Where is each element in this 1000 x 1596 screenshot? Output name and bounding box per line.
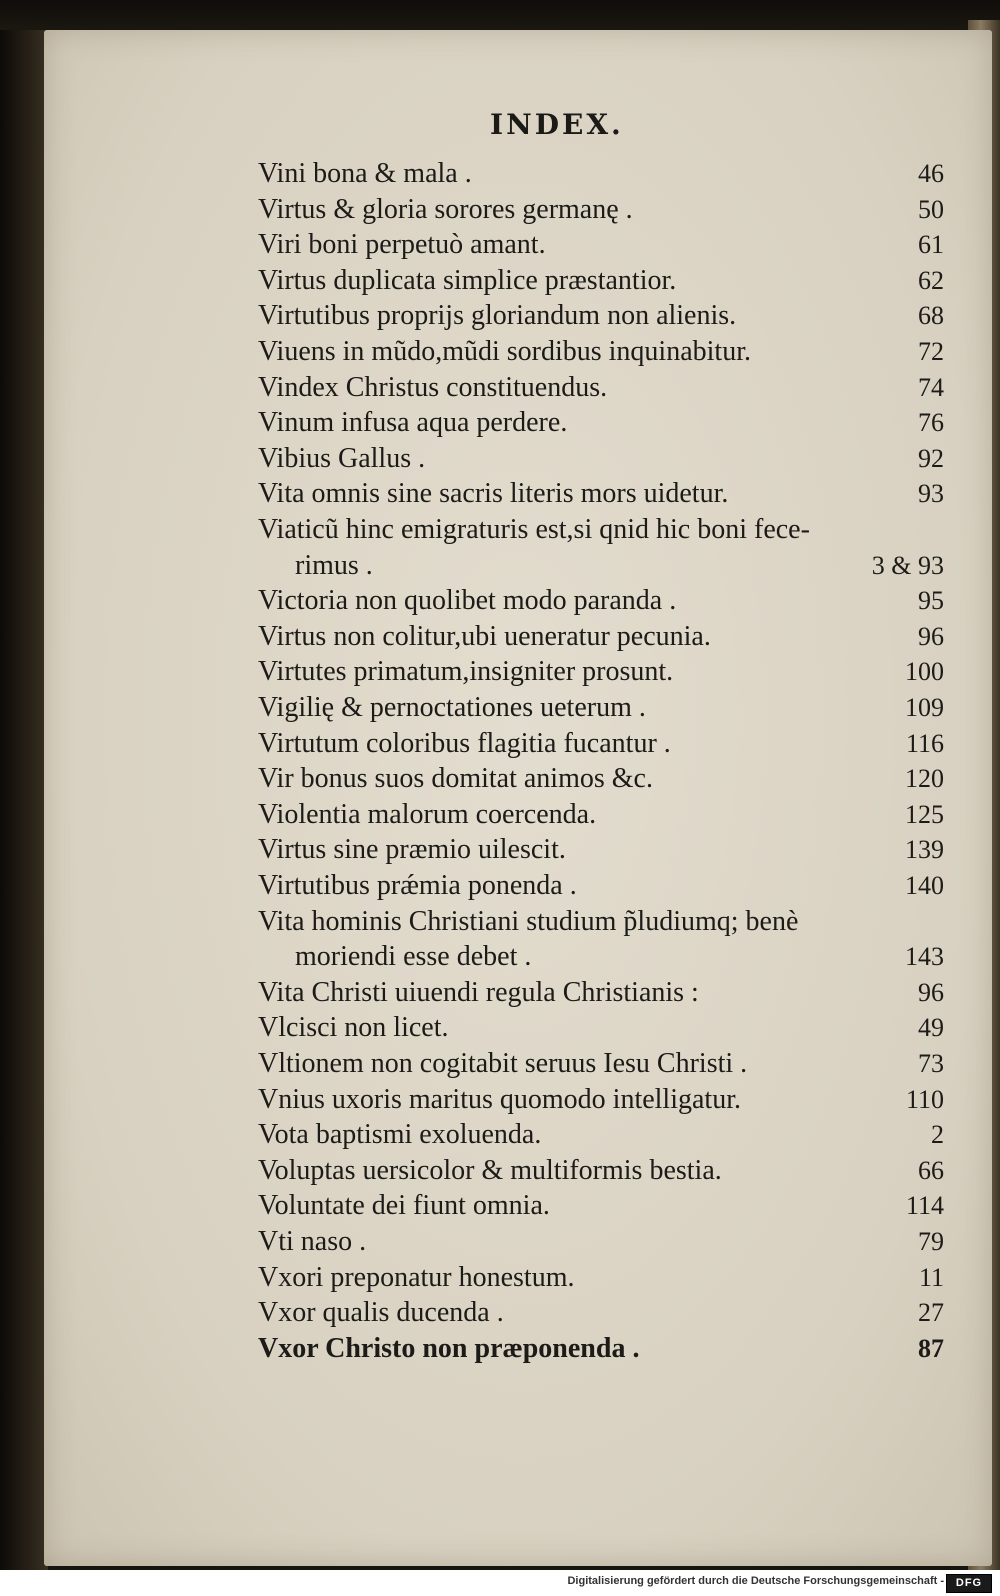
index-entry bbox=[0, 727, 1000, 761]
index-entry-page: 95 bbox=[918, 586, 944, 616]
index-entry-page: 27 bbox=[918, 1298, 944, 1328]
index-entry bbox=[0, 264, 1000, 298]
index-entry bbox=[0, 228, 1000, 262]
index-entry-page: 61 bbox=[918, 230, 944, 260]
index-entry-page: 92 bbox=[918, 443, 944, 473]
index-entry-page: 139 bbox=[905, 835, 944, 865]
index-entry-text: moriendi esse debet . bbox=[295, 941, 532, 973]
index-entry-page: 110 bbox=[905, 1084, 944, 1114]
index-entry-text: Vota baptismi exoluenda. bbox=[258, 1119, 542, 1151]
index-entry bbox=[0, 442, 1000, 476]
index-entry bbox=[0, 1296, 1000, 1330]
index-entry bbox=[0, 1332, 1000, 1366]
index-entry bbox=[0, 1189, 1000, 1223]
index-entry-page: 93 bbox=[918, 479, 944, 509]
index-entry-text: Violentia malorum coercenda. bbox=[258, 798, 597, 830]
index-entry bbox=[0, 1083, 1000, 1117]
index-entry-page: 46 bbox=[918, 159, 944, 188]
index-entry-text: Vlcisci non licet. bbox=[258, 1012, 449, 1044]
index-entry bbox=[0, 833, 1000, 867]
index-entry-text: rimus . bbox=[295, 549, 373, 581]
index-entry-page: 120 bbox=[905, 764, 944, 794]
index-entry-page: 68 bbox=[918, 301, 944, 331]
index-entry-text: Vinum infusa aqua perdere. bbox=[258, 407, 568, 439]
index-entry bbox=[0, 299, 1000, 333]
index-entry bbox=[0, 1261, 1000, 1295]
running-head: INDEX. bbox=[490, 108, 624, 141]
dfg-logo: DFG bbox=[946, 1574, 992, 1593]
index-entry bbox=[0, 193, 1000, 227]
index-entry-text: Vxori preponatur honestum. bbox=[258, 1261, 575, 1293]
index-entry-page: 74 bbox=[918, 372, 944, 402]
index-entry-page: 143 bbox=[905, 942, 944, 972]
index-entry-text: Vti naso . bbox=[258, 1226, 367, 1257]
index-entry-text: Vita hominis Christiani studium p̃ludiumq; benè bbox=[258, 905, 799, 937]
index-entry-text: Virtutibus proprijs gloriandum non alienis. bbox=[258, 300, 737, 332]
index-entry-text: Vita Christi uiuendi regula Christianis : bbox=[258, 976, 699, 1008]
index-entry bbox=[0, 477, 1000, 511]
index-entry bbox=[0, 905, 1000, 939]
index-entry-page: 114 bbox=[905, 1191, 944, 1221]
index-entry bbox=[0, 940, 1000, 974]
index-entry-text: Virtus duplicata simplice præstantior. bbox=[258, 264, 677, 296]
index-entry bbox=[0, 406, 1000, 440]
index-entry-page: 109 bbox=[905, 693, 944, 722]
index-entry bbox=[0, 691, 1000, 725]
index-entry-text: Vibius Gallus . bbox=[258, 442, 426, 474]
index-entry-text: Vindex Christus constituendus. bbox=[258, 371, 608, 403]
index-entry bbox=[0, 549, 1000, 583]
footer-bar bbox=[0, 1570, 1000, 1596]
index-entry bbox=[0, 1011, 1000, 1045]
index-entry bbox=[0, 798, 1000, 832]
index-entry-text: Vnius uxoris maritus quomodo intelligatur. bbox=[258, 1083, 741, 1115]
index-entry-text: Vir bonus suos domitat animos &c. bbox=[258, 763, 653, 795]
index-entry-page: 3 & 93 bbox=[871, 550, 944, 580]
index-entry-page: 73 bbox=[918, 1049, 944, 1078]
index-entry-page: 72 bbox=[918, 337, 944, 366]
index-entry-text: Virtutes primatum,insigniter prosunt. bbox=[258, 656, 674, 688]
index-entry bbox=[0, 869, 1000, 903]
index-entry-text: Virtutibus prǽmia ponenda . bbox=[258, 870, 577, 901]
index-entry-text: Viaticũ hinc emigraturis est,si qnid hic boni fece- bbox=[258, 514, 810, 545]
index-entry-text: Virtutum coloribus flagitia fucantur . bbox=[258, 727, 671, 759]
index-entry bbox=[0, 1047, 1000, 1081]
index-entry bbox=[0, 157, 1000, 191]
index-entry bbox=[0, 976, 1000, 1010]
index-entry bbox=[0, 620, 1000, 654]
index-entry-text: Victoria non quolibet modo paranda . bbox=[258, 585, 677, 617]
index-entry-page: 49 bbox=[918, 1013, 944, 1043]
index-entry-page: 100 bbox=[905, 657, 944, 687]
index-entry-page: 125 bbox=[905, 799, 944, 829]
index-entry-text: Viuens in mũdo,mũdi sordibus inquinabitur. bbox=[258, 336, 751, 367]
footer-credit: Digitalisierung gefördert durch die Deutsche Forschungsgemeinschaft - bbox=[567, 1575, 944, 1587]
index-entry-page: 96 bbox=[918, 977, 944, 1007]
index-entry bbox=[0, 762, 1000, 796]
index-entry-page: 116 bbox=[905, 728, 944, 758]
index-entry-text: Vxor Christo non præponenda . bbox=[258, 1332, 640, 1364]
index-entry-text: Vita omnis sine sacris literis mors uidetur. bbox=[258, 478, 729, 510]
index-entry-text: Vigilię & pernoctationes ueterum . bbox=[258, 692, 646, 723]
index-entry-page: 66 bbox=[918, 1155, 944, 1185]
index-entry-text: Voluptas uersicolor & multiformis bestia. bbox=[258, 1154, 722, 1186]
index-entry bbox=[0, 655, 1000, 689]
index-entry bbox=[0, 1225, 1000, 1259]
index-entry-text: Voluntate dei fiunt omnia. bbox=[258, 1190, 550, 1222]
index-entry-page: 11 bbox=[918, 1262, 944, 1292]
index-entry-page: 79 bbox=[918, 1227, 944, 1256]
index-entry-text: Vini bona & mala . bbox=[258, 158, 472, 189]
index-entry bbox=[0, 1154, 1000, 1188]
index-entry-text: Virtus non colitur,ubi ueneratur pecunia. bbox=[258, 620, 711, 652]
index-entry bbox=[0, 335, 1000, 369]
index-entry-text: Virtus & gloria sorores germanę . bbox=[258, 193, 633, 225]
index-entry-text: Viri boni perpetuò amant. bbox=[258, 229, 546, 261]
index-entry-text: Virtus sine præmio uilescit. bbox=[258, 834, 566, 866]
index-entry bbox=[0, 513, 1000, 547]
index-entry bbox=[0, 1118, 1000, 1152]
index-entry bbox=[0, 371, 1000, 405]
index-entry-page: 140 bbox=[905, 871, 944, 900]
index-entry-page: 2 bbox=[931, 1120, 944, 1150]
index-entry-page: 62 bbox=[918, 265, 944, 295]
index-entry-text: Vltionem non cogitabit seruus Iesu Christi . bbox=[258, 1048, 748, 1079]
index-entry-page: 50 bbox=[918, 194, 944, 224]
index-entry-page: 96 bbox=[918, 621, 944, 651]
index-entry-page: 76 bbox=[918, 408, 944, 438]
index-entry bbox=[0, 584, 1000, 618]
index-entry-page: 87 bbox=[918, 1333, 944, 1363]
index-entry-text: Vxor qualis ducenda . bbox=[258, 1297, 504, 1329]
